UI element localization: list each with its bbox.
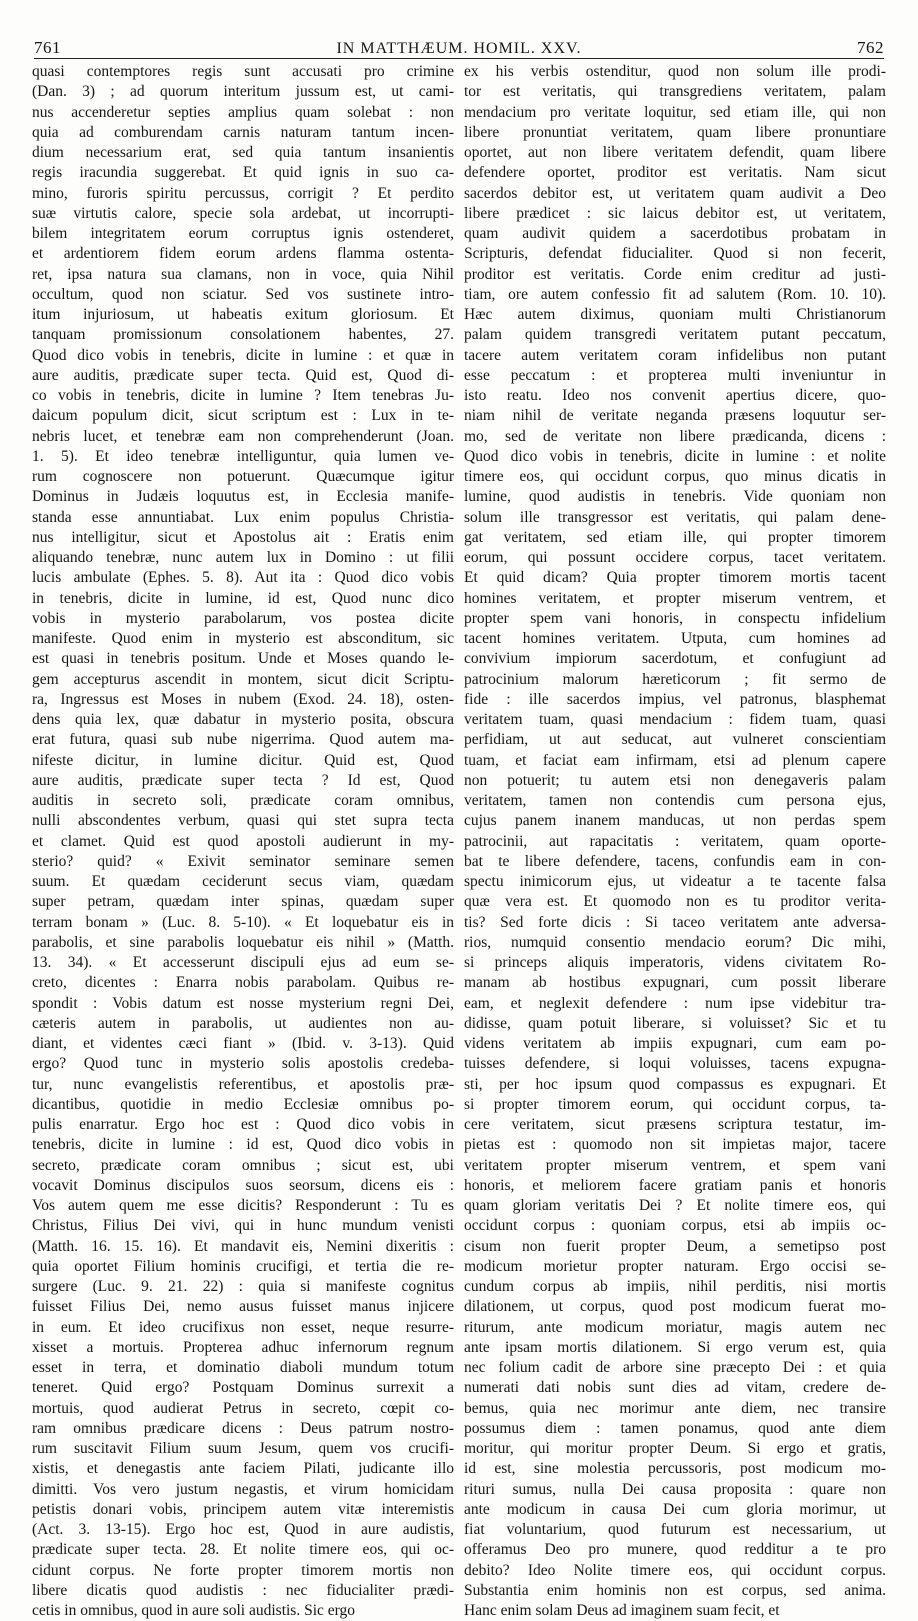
text-line: tuisses defendere, si loqui voluisses, tacens expugna- — [464, 1055, 886, 1073]
text-line: veritatem propter miserum ventrem, et spem vani — [464, 1156, 886, 1174]
text-line: cere veritatem, sicut præsens scriptura testatur, im- — [464, 1116, 886, 1133]
text-line: didisse, quam potuit liberare, si voluisset? Sic et tu — [464, 1014, 886, 1032]
text-line: Hæc autem diximus, quoniam multi Christianorum — [464, 306, 886, 323]
text-line: nifeste dicitur, in lumine dicitur. Quid est, Quod — [32, 751, 454, 769]
text-line: Quod dico vobis in tenebris, dicite in lumine : et nolite — [464, 447, 886, 465]
text-line: honoris, et meliorem facere gratiam panis et honoris — [464, 1176, 886, 1194]
text-line: bilem integritatem eorum corruptus ignis ostenderet, — [32, 225, 454, 242]
text-line: timere eos, qui occidunt corpus, quo minus dicatis in — [464, 468, 886, 485]
text-line: solum ille transgressor est veritatis, qui palam dene- — [464, 508, 886, 526]
text-line: gem accepturus ascendit in montem, sicut dicit Scriptu- — [32, 670, 454, 688]
text-line: tor est veritatis, qui transgrediens veritatem, palam — [464, 83, 886, 101]
text-line: esset in terra, et dominatio diaboli mundum totum — [32, 1359, 454, 1376]
text-line: 13. 34). « Et accesserunt discipuli ejus ad eum se- — [32, 954, 454, 971]
text-line: tiam, ore autem confessio fit ad salutem (Rom. 10. 10). — [464, 285, 886, 303]
text-line: Vos autem quem me esse dicitis? Responderunt : Tu es — [32, 1197, 454, 1214]
text-line: spectu inimicorum ejus, ut videatur a te tacente falsa — [464, 873, 886, 890]
text-line: vobis in mysterio parabolarum, vos postea dicite — [32, 609, 454, 627]
text-line: ra, Ingressus est Moses in nubem (Exod. 24. 18), osten- — [32, 690, 454, 708]
text-line: ergo? Quod tunc in mysterio solis apostolis credeba- — [32, 1055, 454, 1073]
text-line: mino, furoris spiritu percussus, corrigit ? Et perdito — [32, 184, 454, 202]
text-line: mendacium pro veritate loquitur, sed etiam ille, qui non — [464, 103, 886, 121]
text-line: rituri sumus, nulla Dei causa proposita : quare non — [464, 1480, 886, 1498]
text-line: debito? Ideo Nolite timere eos, qui occidunt corpus. — [464, 1561, 886, 1579]
text-line: et clamet. Quid est quod apostoli audierunt in my- — [32, 832, 454, 850]
text-line: regis iracundia suggerebat. Et quid ignis in suo ca- — [32, 164, 454, 182]
text-line: vocavit Dominus discipulos suos seorsum, dicens eis : — [32, 1176, 454, 1194]
text-line: cujus panem inanem manducas, ut non perdas spem — [464, 812, 886, 830]
text-line: libere dicatis quod audistis : nec fiducialiter prædi- — [32, 1581, 454, 1599]
right-page-number: 762 — [856, 38, 884, 57]
text-line: convivium impiorum sacerdotum, et confugiunt ad — [464, 650, 886, 668]
text-line: dilationem, ut corpus, quod post modicum fuerat mo- — [464, 1298, 886, 1316]
text-line: occidunt corpus : quoniam corpus, etsi ab impiis oc- — [464, 1217, 886, 1235]
text-line: libere pronuntiat veritatem, quam libere pronuntiare — [464, 123, 886, 141]
text-columns — [32, 62, 886, 1619]
text-line: spondit : Vobis datum est nosse mysterium regni Dei, — [32, 994, 454, 1012]
text-line: daicum populum dicit, sicut scriptum est : Lux in te- — [32, 407, 454, 425]
text-line: pulis enarratur. Ergo hoc est : Quod dico vobis in — [32, 1116, 454, 1133]
text-line: xisset a mortuis. Propterea adhuc infernorum regnum — [32, 1338, 454, 1356]
text-line: parabolis, et sine parabolis loquebatur eis nihil » (Matth. — [32, 933, 454, 951]
text-line: Scripturis, defendat fiducialiter. Quod si non fecerit, — [464, 245, 886, 263]
text-line: tacent homines veritatem. Utputa, cum homines ad — [464, 630, 886, 647]
text-line: cetis in omnibus, quod in aure soli audistis. Sic ergo — [32, 1602, 356, 1619]
text-line: ante ipsam mortis dilationem. Si ergo verum est, quia — [464, 1338, 886, 1356]
text-line: veritatem, tamen non contendis cum persona ejus, — [464, 792, 886, 809]
text-line: standa esse annuntiabat. Lux enim populus Christia- — [32, 508, 454, 526]
text-line: bat te libere defendere, tacens, confundis eam in con- — [464, 852, 886, 870]
text-line: ex his verbis ostenditur, quod non solum ille prodi- — [464, 63, 886, 80]
text-line: ret, ipsa natura sua clamans, non in voce, quia Nihil — [32, 265, 454, 283]
text-line: dicantibus, quotidie in medio Ecclesiæ omnibus po- — [32, 1095, 454, 1113]
text-line: secreto, prædicate coram omnibus ; sicut est, ubi — [32, 1156, 454, 1174]
text-line: fuisset Filius Dei, nemo ausus fuisset manus injicere — [32, 1298, 454, 1316]
text-line: libere prædicet : sic laicus debitor est, ut veritatem, — [464, 204, 886, 222]
text-line: quam audivit quidem a sacerdotibus probatam in — [464, 225, 886, 242]
text-line: perfidiam, ut aut seducat, aut vulneret conscientiam — [464, 731, 886, 749]
running-title: IN MATTHÆUM. HOMIL. XXV. — [336, 40, 582, 57]
text-line: dimitti. Vos vero justum negastis, et virum homicidam — [32, 1480, 454, 1498]
text-line: possumus diem : tamen ponamus, quod ante diem — [464, 1419, 886, 1437]
text-line: si propter timorem eorum, qui occidunt corpus, ta- — [464, 1095, 886, 1113]
text-line: homines veritatem, et propter miserum ventrem, et — [464, 589, 886, 607]
text-line: cisum non fuerit propter Deum, a semetipso post — [464, 1237, 886, 1255]
text-line: palam quidem transgredi veritatem putant peccatum, — [464, 326, 886, 344]
text-line: nus accenderetur septies amplius quam solebat : non — [32, 103, 454, 121]
text-line: aure auditis, prædicate super tecta ? Id est, Quod — [32, 771, 454, 789]
text-line: patrocinium malorum hæreticorum ; fit sermo de — [464, 670, 886, 688]
text-line: id est, sine molestia percussoris, post modicum mo- — [464, 1460, 886, 1478]
text-line: dium necessarium erat, sed quia tantum insanientis — [32, 144, 454, 161]
text-line: lumine, quod audistis in tenebris. Vide quoniam non — [464, 488, 886, 506]
text-line: (Matth. 16. 15. 16). Et mandavit eis, Nemini dixeritis : — [32, 1237, 454, 1255]
text-line: sterio? quid? « Exivit seminator seminare semen — [32, 852, 454, 870]
text-line: quasi contemptores regis sunt accusati pro crimine — [32, 63, 454, 80]
text-line: 1. 5). Et ideo tenebræ intelliguntur, quia lumen ve- — [32, 447, 454, 465]
text-line: cundum corpus ab impiis, nihil perditis, nisi mortis — [464, 1278, 886, 1295]
text-line: petistis donari vobis, principem autem vitæ interemistis — [32, 1500, 454, 1518]
text-line: ram omnibus prædicare dicens : Deus patrum nostro- — [32, 1419, 454, 1437]
text-line: et ardentiorem fidem eorum ardens flamma ostenta- — [32, 245, 454, 263]
text-line: pietas est : quomodo non sit impietas major, tacere — [464, 1136, 886, 1154]
text-line: surgere (Luc. 9. 21. 22) : quia si manifeste cognitus — [32, 1278, 454, 1295]
text-line: moritur, qui moritur propter Deum. Si ergo et gratis, — [464, 1440, 886, 1457]
text-line: tur, nunc evangelistis referentibus, et apostolis præ- — [32, 1075, 454, 1093]
text-line: est quasi in tenebris positum. Unde et Moses quando le- — [32, 650, 454, 668]
text-line: dens quia lex, quæ dabatur in mysterio posita, obscura — [32, 711, 454, 728]
text-line: nulli abscondentes verbum, quasi qui stet supra tecta — [32, 812, 454, 830]
text-line: proditor est veritatis. Corde enim creditur ad justi- — [464, 265, 886, 283]
text-line: cæteris autem in parabolis, ut audientes non au- — [32, 1014, 454, 1032]
text-line: patrocinii, aut rapacitatis : veritatem, quam oporte- — [464, 832, 886, 850]
text-line: terram bonam » (Luc. 8. 5-10). « Et loquebatur eis in — [32, 913, 454, 931]
text-line: numerati dati nobis sunt dies ad vitam, credere de- — [464, 1379, 886, 1397]
text-line: auditis in secreto soli, prædicate coram omnibus, — [32, 792, 454, 809]
text-line: rum suscitavit Filium suum Jesum, quem vos crucifi- — [32, 1440, 454, 1457]
text-line: gat veritatem, sed etiam ille, qui propter timorem — [464, 528, 886, 546]
text-line: fiat voluntarium, quod futurum est necessarium, ut — [464, 1521, 886, 1538]
running-header — [34, 30, 884, 59]
text-line: manam ab hostibus expugnari, cum possit liberare — [464, 974, 886, 992]
text-line: quæ vera est. Et quomodo non es tu proditor verita- — [464, 893, 886, 911]
text-line: in eum. Et ideo crucifixus non esset, neque resurre- — [32, 1318, 454, 1336]
text-line: lucis ambulate (Ephes. 5. 8). Aut ita : Quod dico vobis — [32, 569, 454, 587]
text-line: nec folium cadit de arbore sine præcepto Dei : et quia — [464, 1359, 886, 1376]
text-line: defendere oportet, proditor est veritatis. Nam sicut — [464, 164, 886, 182]
text-line: tanquam promissionum consolationem habentes, 27. — [32, 326, 454, 344]
text-line: offeramus Deo pro munere, quod redditur a te pro — [464, 1541, 886, 1559]
text-line: rios, numquid consentio mendacio eorum? Dic mihi, — [464, 933, 886, 951]
text-line: tis? Sed forte dicis : Si taceo veritatem ante adversa- — [464, 913, 886, 931]
right-column — [464, 62, 886, 1619]
text-line: aliquando tenebræ, nunc autem lux in Domino : ut filii — [32, 549, 454, 566]
text-line: niam nihil de veritate neganda præsens loquutur ser- — [464, 407, 886, 425]
text-line: riturum, ante modicum moriatur, magis autem nec — [464, 1318, 886, 1336]
left-page-number: 761 — [34, 38, 61, 57]
text-line: co vobis in tenebris, dicite in lumine ? Item tenebras Ju- — [32, 387, 454, 404]
text-line: (Act. 3. 13-15). Ergo hoc est, Quod in aure audistis, — [32, 1521, 454, 1538]
text-line: quia oportet Filium hominis crucifigi, et tertia die re- — [32, 1257, 454, 1275]
text-line: xistis, et denegastis ante faciem Pilati, judicante illo — [32, 1460, 454, 1478]
text-line: cidunt corpus. Ne forte propter timorem mortis non — [32, 1561, 454, 1579]
left-column — [32, 62, 454, 1619]
text-line: Quod dico vobis in tenebris, dicite in lumine : et quæ in — [32, 346, 454, 364]
text-line: sti, per hoc ipsum quod compassus es expugnari. Et — [464, 1075, 886, 1093]
text-line: erat futura, quasi sub nube nigerrima. Quod autem ma- — [32, 731, 454, 749]
text-line: teneret. Quid ergo? Postquam Dominus surrexit a — [32, 1379, 454, 1397]
text-line: eorum, qui possunt occidere corpus, tacet veritatem. — [464, 549, 886, 566]
text-line: (Dan. 3) ; ad quorum interitum jussum est, ut cami- — [32, 83, 454, 101]
text-line: Et quid dicam? Quia propter timorem mortis tacent — [464, 569, 886, 587]
text-line: Substantia enim hominis non est corpus, sed anima. — [464, 1581, 886, 1599]
text-line: nus intelligitur, sicut et Apostolus ait : Eratis enim — [32, 528, 454, 546]
text-line: fide : ille sacerdos impius, vel patronus, blasphemat — [464, 690, 886, 708]
text-line: mo, sed de veritate non libere prædicanda, dicens : — [464, 427, 886, 445]
text-line: Hanc enim solam Deus ad imaginem suam fecit, et — [464, 1602, 780, 1619]
text-line: rum cognoscere non potuerunt. Quæcumque igitur — [32, 468, 454, 485]
text-line: si princeps aliquis imperatoris, videns civitatem Ro- — [464, 954, 886, 971]
text-line: non potuerit; tu autem etsi non denegaveris palam — [464, 771, 886, 789]
text-line: suum. Et quædam ceciderunt secus viam, quædam — [32, 873, 454, 890]
text-line: Dominus in Judæis loquutus est, in Ecclesia manife- — [32, 488, 454, 506]
text-line: prædicate super tecta. 28. Et nolite timere eos, qui oc- — [32, 1541, 454, 1559]
text-line: suæ virtutis calore, specie sola ardebat, ut incorrupti- — [32, 204, 454, 222]
text-line: tuam, et faciat eam infirmam, etsi ad plenum capere — [464, 751, 886, 769]
text-line: oportet, aut non libere veritatem defendit, quam libere — [464, 144, 886, 161]
text-line: diant, et videntes cæci fiant » (Ibid. v. 3-13). Quid — [32, 1035, 454, 1052]
text-line: tacere autem veritatem coram infidelibus non putant — [464, 346, 886, 364]
text-line: mortuis, quod audierat Petrus in secreto, cœpit co- — [32, 1399, 454, 1417]
text-line: esse peccatum : et propterea multi inveniuntur in — [464, 366, 886, 384]
text-line: creto, dicentes : Enarra nobis parabolam. Quibus re- — [32, 974, 454, 992]
text-line: modicum morietur propter naturam. Ergo occisi se- — [464, 1257, 886, 1275]
text-line: sacerdos debitor est, ut veritatem quam audivit a Deo — [464, 184, 886, 202]
text-line: occultum, quod non sciatur. Sed vos sustinete intro- — [32, 285, 454, 303]
text-line: manifeste. Quod enim in mysterio est absconditum, sic — [32, 630, 454, 647]
text-line: propter spem vani honoris, in conspectu infidelium — [464, 609, 886, 627]
text-line: videns veritatem ab impiis expugnari, cum eam po- — [464, 1035, 886, 1052]
text-line: bemus, quia nec morimur ante diem, nec transire — [464, 1399, 886, 1417]
text-line: quia ad comburendam carnis naturam tantum incen- — [32, 123, 454, 141]
text-line: in tenebris, dicite in lumine, id est, Quod nunc dico — [32, 589, 454, 607]
text-line: aure auditis, prædicate super tecta. Quid est, Quod di- — [32, 366, 454, 384]
text-line: tenebris, dicite in lumine : id est, Quod dico vobis in — [32, 1136, 454, 1154]
text-line: quam gloriam veritatis Dei ? Et nolite timere eos, qui — [464, 1197, 886, 1214]
text-line: nebris lucet, et tenebræ eam non comprehenderunt (Joan. — [32, 427, 454, 445]
text-line: super petram, quædam inter spinas, quædam super — [32, 893, 454, 911]
text-line: ante modicum in causa Dei cum gloria morimur, ut — [464, 1500, 886, 1518]
text-line: eam, et neglexit defendere : num ipse videbitur tra- — [464, 994, 886, 1012]
text-line: itum injuriosum, ut habeatis exitum gloriosum. Et — [32, 306, 454, 323]
text-line: Christus, Filius Dei vivi, qui in hunc mundum venisti — [32, 1217, 454, 1235]
text-line: veritatem tuam, quasi mendacium : fidem tuam, quasi — [464, 711, 886, 728]
text-line: isto reatu. Ideo nos convenit apertius dicere, quo- — [464, 387, 886, 404]
